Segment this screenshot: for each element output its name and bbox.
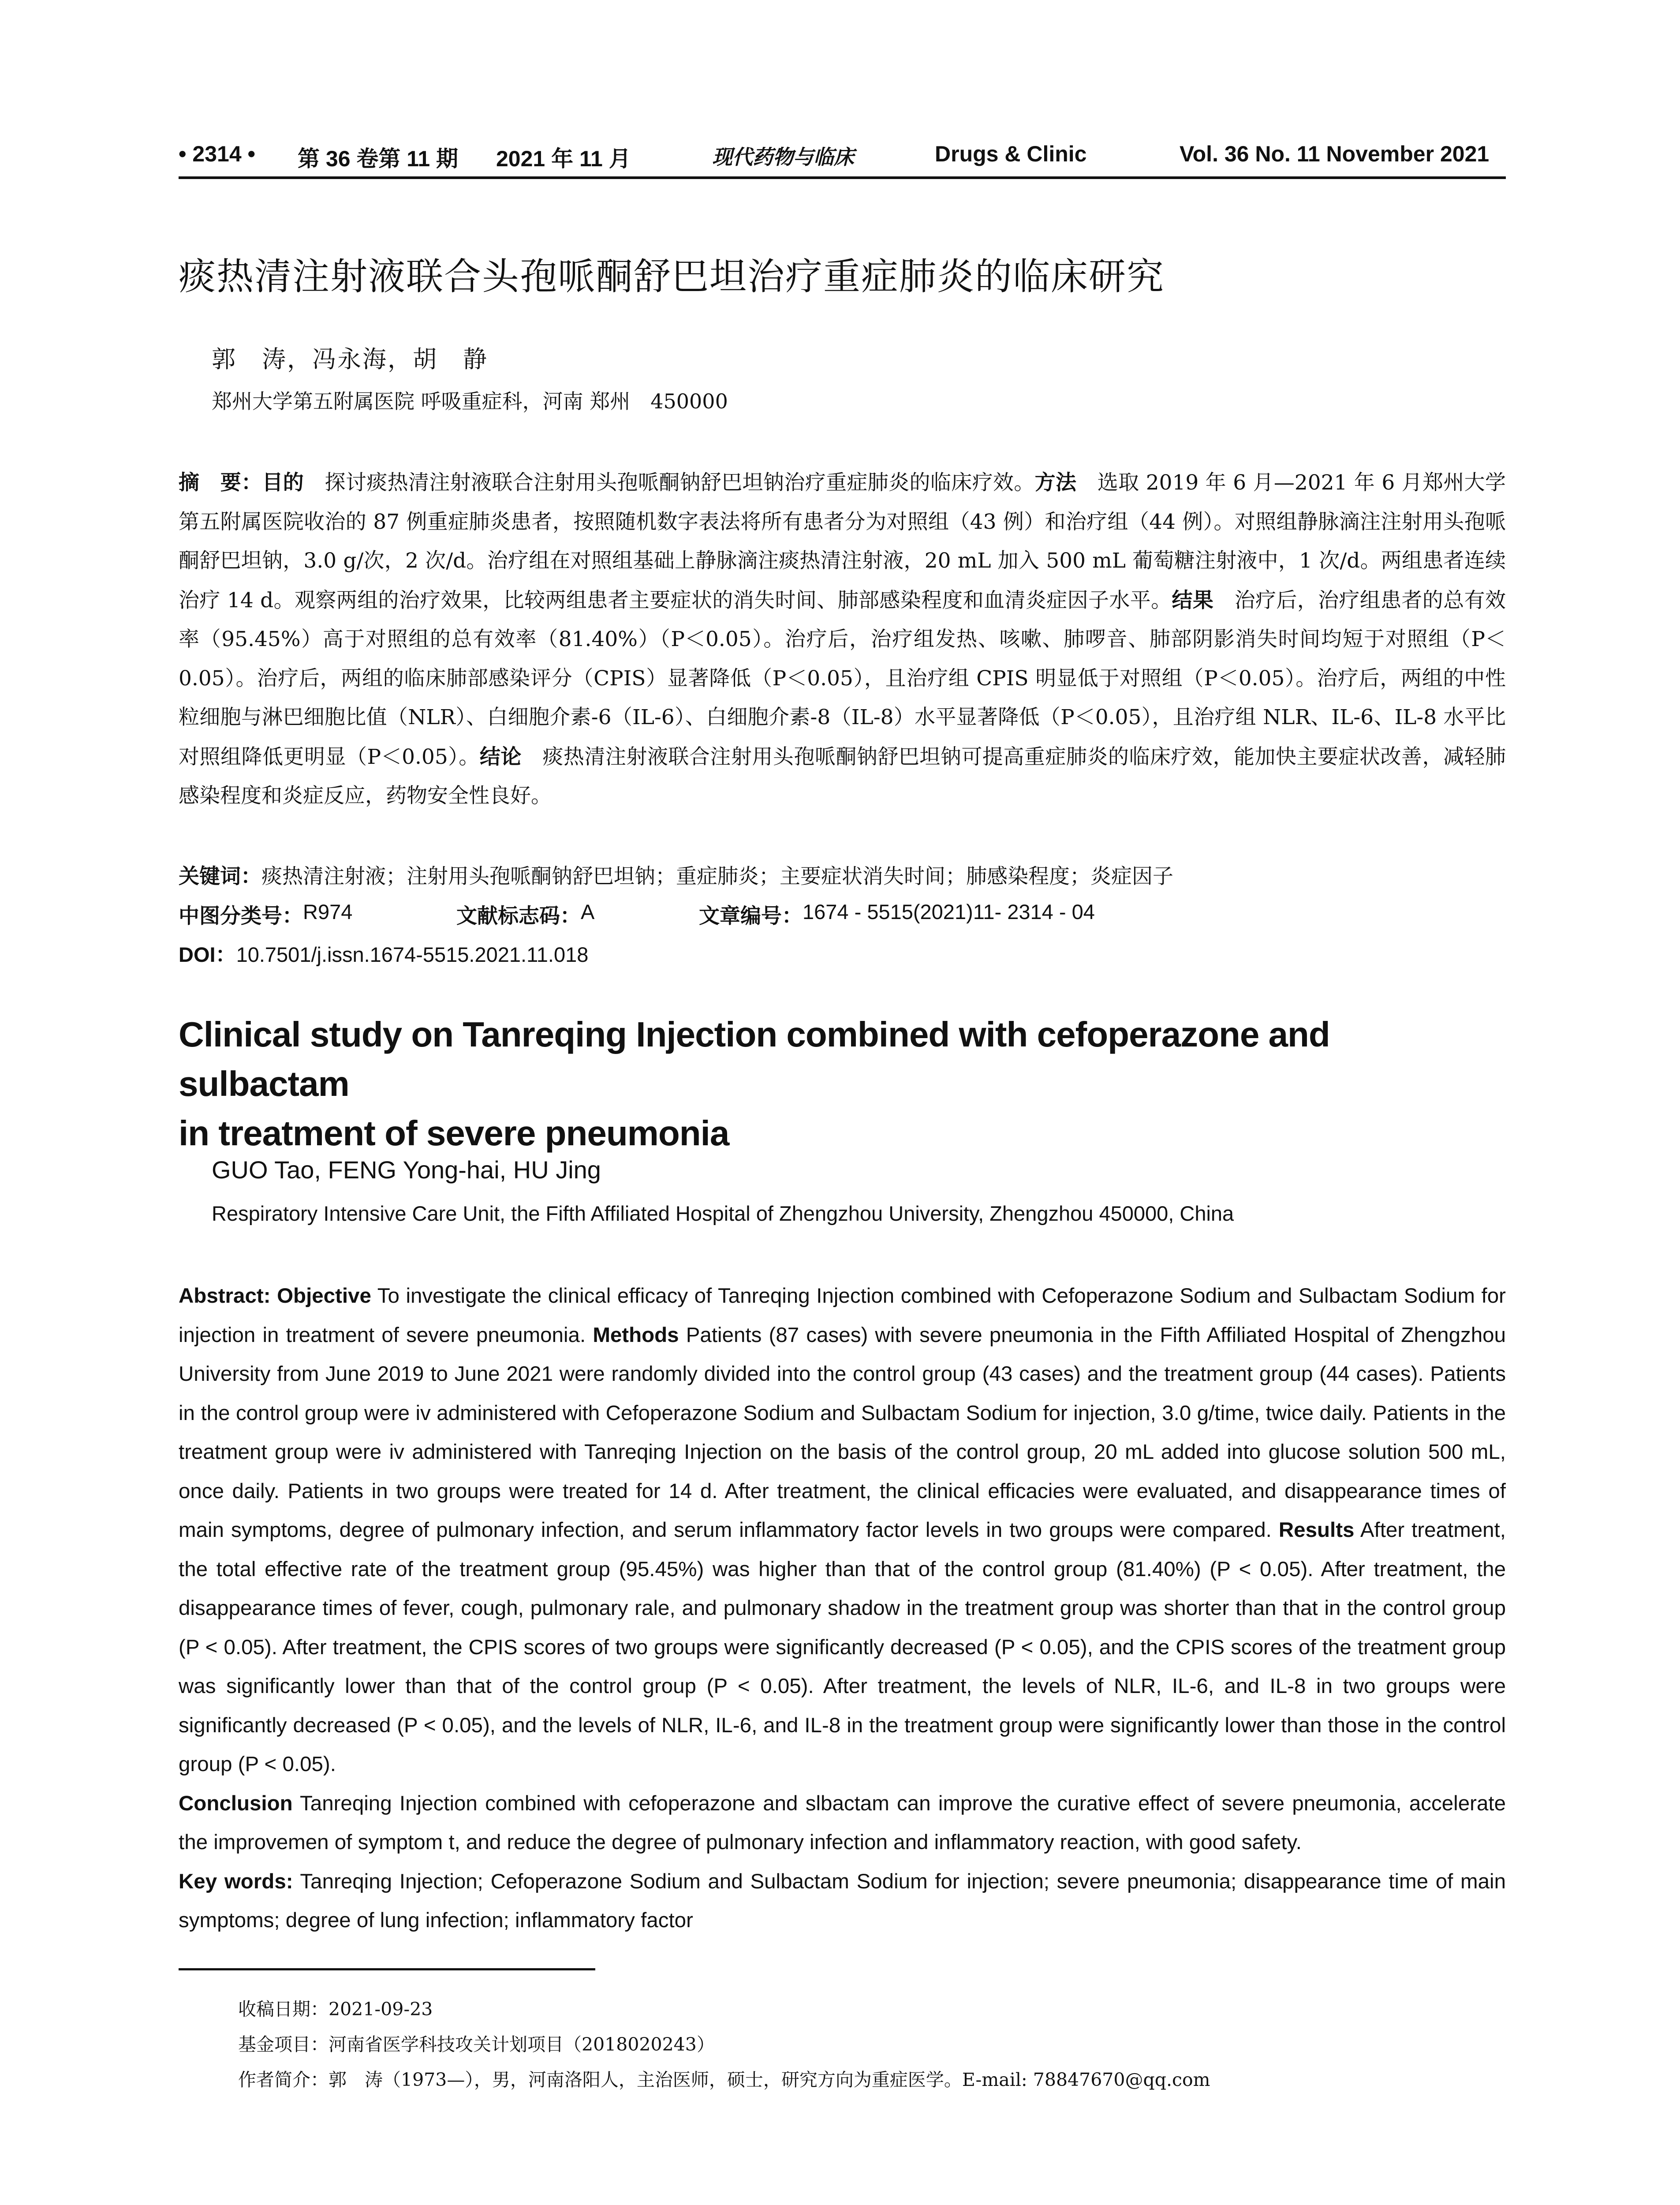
en-objective-text: To investigate the clinical efficacy of Tanreqing Injection combined with Cefoperazone Sodium and Sulbactam Sodium for injection in treatment of severe pneumonia. [179,1284,1506,1347]
cn-results-text: 治疗后，治疗组患者的总有效率（95.45%）高于对照组的总有效率（81.40%）（P＜0.05）。治疗后，治疗组发热、咳嗽、肺啰音、肺部阴影消失时间均短于对照组（P＜0.05）。治疗后，两组的临床肺部感染评分（CPIS）显著降低（P＜0.05），且治疗组 CPIS 明显低于对照组（P＜0.05）。治疗后，两组的中性粒细胞与淋巴细胞比值（NLR）、白细胞介素-6（IL-6）、白细胞介素-8（IL-8）水平显著降低（P＜0.05），且治疗组 NLR、IL-6、IL-8 水平比对照组降低更明显（P＜0.05）。 [179,588,1506,769]
en-authors: GUO Tao, FENG Yong-hai, HU Jing [212,1156,601,1184]
en-conclusion-text: Tanreqing Injection combined with cefoperazone and slbactam can improve the curative effect of severe pneumonia, accelerate the improvemen of symptom t, and reduce the degree of pulmonary infection and inflammatory reaction, with good safety. [179,1791,1506,1854]
en-title-line2: in treatment of severe pneumonia [179,1114,729,1153]
doccode-label: 文献标志码： [456,904,581,927]
footnote-fund: 基金项目：河南省医学科技攻关计划项目（2018020243） [238,2034,715,2055]
page-number: • 2314 • [179,142,256,166]
en-methods-label: Methods [593,1323,679,1347]
clc-field [179,900,353,929]
cn-objective-text: 探讨痰热清注射液联合注射用头孢哌酮钠舒巴坦钠治疗重症肺炎的临床疗效。 [304,471,1035,495]
footnote-rule [179,1968,595,1970]
en-affiliation: Respiratory Intensive Care Unit, the Fifth Affiliated Hospital of Zhengzhou University, Zhengzhou 450000, China [212,1202,1234,1225]
journal-en: Drugs & Clinic [935,142,1087,166]
doi-label: DOI： [179,943,236,966]
cn-classification-line [179,900,1506,926]
en-conclusion-label: Conclusion [179,1791,293,1815]
date-cn: 2021 年 11 月 [496,146,631,171]
en-methods-text: Patients (87 cases) with severe pneumonia in the Fifth Affiliated Hospital of Zhengzhou University from June 2019 to June 2021 were randomly divided into the control group (43 cases) and the treatment group (44 cases). Patients in the control group were iv administered with Cefoperazone Sodium and Sulbactam Sodium for injection, 3.0 g/time, twice daily. Patients in the treatment group were iv administered with Tanreqing Injection on the basis of the control group, 20 mL added into glucose solution 500 mL, once daily. Patients in two groups were treated for 14 d. After treatment, the clinical efficacies were evaluated, and disappearance times of main symptoms, degree of pulmonary infection, and serum inflammatory factor levels in two groups were compared. [179,1323,1506,1542]
cn-methods-label: 方法 [1034,471,1077,494]
article-no-label: 文章编号： [699,904,803,927]
en-keywords: Tanreqing Injection; Cefoperazone Sodium and Sulbactam Sodium for injection; severe pneumonia; disappearance time of main symptoms; degree of lung infection; inflammatory factor [179,1869,1506,1932]
clc-value: R974 [303,900,353,923]
doccode-value: A [581,900,595,923]
header-rule [179,176,1506,179]
article-no-value: 1674 - 5515(2021)11- 2314 - 04 [803,900,1095,923]
en-abstract [179,1277,1506,1940]
cn-keywords-label: 关键词： [179,864,261,888]
cn-methods-text: 选取 2019 年 6 月—2021 年 6 月郑州大学第五附属医院收治的 87 例重症肺炎患者，按照随机数字表法将所有患者分为对照组（43 例）和治疗组（44 例）。对照组静脉滴注注射用头孢哌酮舒巴坦钠，3.0 g/次，2 次/d。治疗组在对照组基础上静脉滴注痰热清注射液，20 mL 加入 500 mL 葡萄糖注射液中，1 次/d。两组患者连续治疗 14 d。观察两组的治疗效果，比较两组患者主要症状的消失时间、肺部感染程度和血清炎症因子水平。 [179,471,1506,613]
cn-abstract [179,463,1506,816]
cn-objective-label: 目的 [262,471,304,494]
footnote-author-bio: 作者简介：郭 涛（1973—），男，河南洛阳人，主治医师，硕士，研究方向为重症医学。E-mail: 78847670@qq.com [238,2069,1210,2090]
en-title [179,1010,1506,1158]
en-results-label: Results [1278,1518,1355,1542]
volume-en: Vol. 36 No. 11 November 2021 [1180,142,1490,166]
doccode-field [456,900,595,929]
cn-keywords: 痰热清注射液；注射用头孢哌酮钠舒巴坦钠；重症肺炎；主要症状消失时间；肺感染程度；炎症因子 [261,864,1173,889]
running-header [179,141,1506,173]
cn-title: 痰热清注射液联合头孢哌酮舒巴坦治疗重症肺炎的临床研究 [179,256,1165,297]
doi-line [179,938,588,968]
cn-conclusion-text: 痰热清注射液联合注射用头孢哌酮钠舒巴坦钠可提高重症肺炎的临床疗效，能加快主要症状改善，减轻肺感染程度和炎症反应，药物安全性良好。 [179,744,1506,808]
volume-cn: 第 36 卷第 11 期 [298,146,459,171]
cn-abstract-label: 摘 要： [179,471,262,494]
cn-keywords-line [179,860,1173,889]
footnote-received: 收稿日期：2021-09-23 [238,1999,433,2020]
cn-authors: 郭 涛，冯永海，胡 静 [212,345,488,373]
en-results-text: After treatment, the total effective rate of the treatment group (95.45%) was higher than that of the control group (81.40%) (P < 0.05). After treatment, the disappearance times of fever, cough, pulmonary rale, and pulmonary shadow in the treatment group was shorter than that in the control group (P < 0.05). After treatment, the CPIS scores of two groups were significantly decreased (P < 0.05), and the CPIS scores of the treatment group was significantly lower than that of the control group (P < 0.05). After treatment, the levels of NLR, IL-6, and IL-8 in two groups were significantly decreased (P < 0.05), and the levels of NLR, IL-6, and IL-8 in the treatment group were significantly lower than those in the control group (P < 0.05). [179,1518,1506,1776]
cn-results-label: 结果 [1172,588,1214,612]
clc-label: 中图分类号： [179,904,303,927]
article-no-field [699,900,1095,929]
en-title-line1: Clinical study on Tanreqing Injection combined with cefoperazone and sulbactam [179,1015,1330,1103]
doi-value: 10.7501/j.issn.1674-5515.2021.11.018 [236,943,589,966]
cn-conclusion-label: 结论 [479,744,522,768]
cn-affiliation: 郑州大学第五附属医院 呼吸重症科，河南 郑州 450000 [212,389,728,413]
journal-cn: 现代药物与临床 [712,145,854,169]
en-keywords-label: Key words: [179,1869,293,1893]
en-abstract-label: Abstract: Objective [179,1284,371,1308]
